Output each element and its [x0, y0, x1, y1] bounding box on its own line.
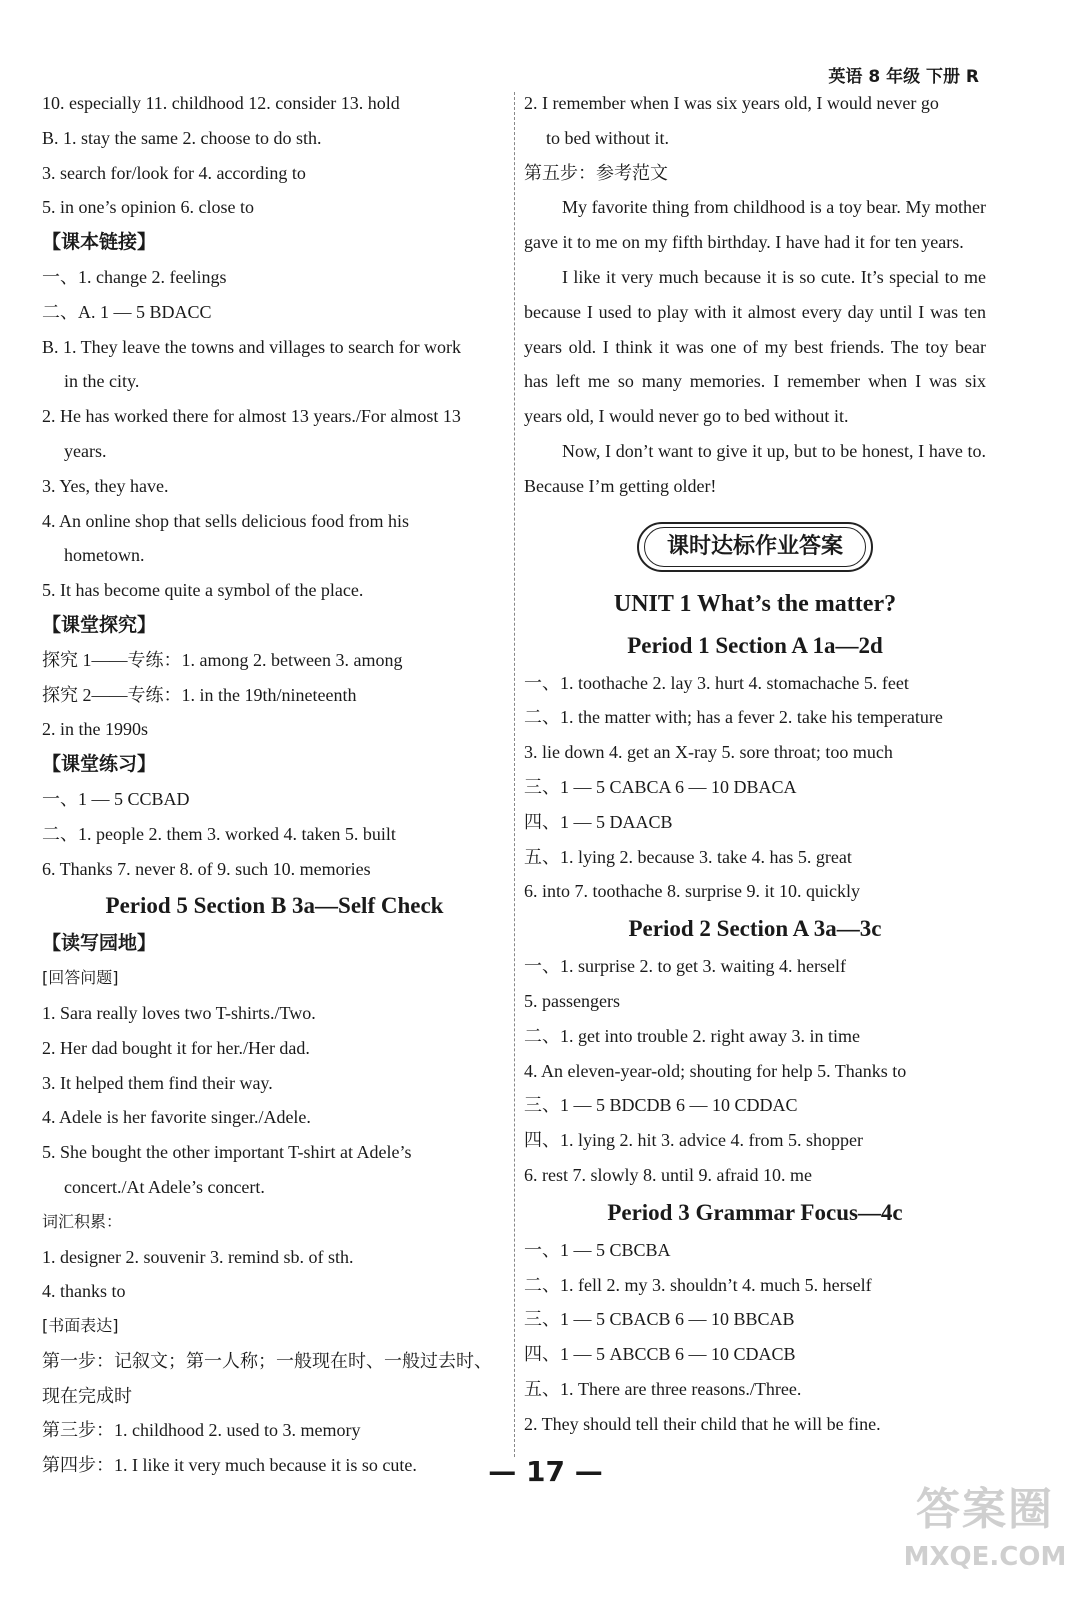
answer-line: 2. in the 1990s: [42, 719, 148, 740]
answer-line: 二、1. get into trouble 2. right away 3. in time: [524, 1025, 860, 1046]
essay-paragraph: Now, I don’t want to give it up, but to be honest, I have to. Because I’m getting older!: [524, 440, 986, 496]
watermark-text: 答案圈: [916, 1484, 1054, 1535]
answer-line: 6. into 7. toothache 8. surprise 9. it 10. quickly: [524, 881, 860, 902]
answer-line: 五、1. lying 2. because 3. take 4. has 5. great: [524, 846, 852, 867]
period-heading: Period 1 Section A 1a—2d: [627, 632, 883, 658]
answer-line: 5. She bought the other important T-shirt at Adele’s: [42, 1142, 412, 1163]
answer-line: 三、1 — 5 BDCDB 6 — 10 CDDAC: [524, 1095, 798, 1116]
answer-line: 1. Sara really loves two T-shirts./Two.: [42, 1002, 316, 1023]
period-heading: Period 5 Section B 3a—Self Check: [105, 893, 444, 919]
banner-title: 课时达标作业答案: [644, 527, 866, 567]
period-heading: Period 2 Section A 3a—3c: [628, 916, 882, 942]
answer-line: 三、1 — 5 CBACB 6 — 10 BBCAB: [524, 1309, 795, 1330]
answer-line: 10. especially 11. childhood 12. consider 13. hold: [42, 93, 400, 113]
subsection-label: 词汇积累：: [42, 1211, 123, 1231]
answer-line: 1. designer 2. souvenir 3. remind sb. of sth.: [42, 1246, 354, 1267]
subsection-label: [回答问题]: [42, 968, 119, 988]
answer-line: 3. It helped them find their way.: [42, 1072, 273, 1093]
page-number: — 17 —: [488, 1455, 603, 1488]
banner-frame: [637, 522, 873, 572]
watermark-domain: MXQE.COM: [903, 1542, 1067, 1572]
answer-line: 一、1 — 5 CCBAD: [42, 788, 190, 809]
answer-line-continued: hometown.: [64, 545, 145, 566]
answer-line: 一、1. change 2. feelings: [42, 266, 227, 287]
column-divider: [514, 92, 515, 1457]
answer-line: 4. An eleven-year-old; shouting for help 5. Thanks to: [524, 1060, 907, 1081]
subsection-label: [书面表达]: [42, 1316, 119, 1336]
section-heading: 【课堂练习】: [42, 753, 157, 776]
answer-line: 现在完成时: [42, 1385, 132, 1406]
answer-line: 二、A. 1 — 5 BDACC: [42, 301, 212, 322]
period-heading: Period 3 Grammar Focus—4c: [607, 1199, 903, 1225]
essay-paragraph: I like it very much because it is so cute. It’s special to me because I used to play with it almost every day until I was ten years old. I think it was one of my best friends. The toy bear has left me so many memories. I remember when I was six years old, I would never go to bed without it.: [524, 266, 986, 427]
unit-heading: UNIT 1 What’s the matter?: [613, 590, 897, 617]
left-column: [42, 86, 507, 1483]
answer-line: 一、1. toothache 2. lay 3. hurt 4. stomachache 5. feet: [524, 672, 909, 693]
answer-line: 第四步：1. I like it very much because it is so cute.: [42, 1455, 417, 1476]
answer-line: B. 1. They leave the towns and villages to search for work: [42, 336, 462, 357]
answer-line: 2. I remember when I was six years old, I would never go: [524, 93, 939, 113]
answer-line: 二、1. the matter with; has a fever 2. take his temperature: [524, 707, 943, 728]
answer-line: 5. It has become quite a symbol of the place.: [42, 580, 364, 601]
section-heading: 【读写园地】: [42, 932, 157, 955]
answer-line: 5. in one’s opinion 6. close to: [42, 197, 254, 218]
answer-line: 二、1. fell 2. my 3. shouldn’t 4. much 5. herself: [524, 1274, 872, 1295]
answer-line: 3. Yes, they have.: [42, 475, 169, 496]
answer-line: 探究 1——专练：1. among 2. between 3. among: [42, 649, 403, 670]
answer-line: 探究 2——专练：1. in the 19th/nineteenth: [42, 684, 357, 705]
answer-line: 2. He has worked there for almost 13 years./For almost 13: [42, 406, 461, 427]
answer-line: 2. Her dad bought it for her./Her dad.: [42, 1037, 310, 1058]
answer-line: 5. passengers: [524, 990, 620, 1011]
answer-line-continued: years.: [64, 440, 107, 461]
answer-line: 四、1 — 5 DAACB: [524, 811, 673, 832]
answer-line: 一、1 — 5 CBCBA: [524, 1239, 671, 1260]
section-banner: [524, 522, 986, 572]
answer-line: 2. They should tell their child that he will be fine.: [524, 1413, 881, 1434]
answer-line-continued: concert./At Adele’s concert.: [64, 1176, 265, 1197]
answer-line: 四、1. lying 2. hit 3. advice 4. from 5. shopper: [524, 1130, 863, 1151]
answer-line: 第一步：记叙文；第一人称；一般现在时、一般过去时、: [42, 1350, 492, 1371]
answer-line: 一、1. surprise 2. to get 3. waiting 4. herself: [524, 956, 846, 977]
answer-line: 3. lie down 4. get an X-ray 5. sore throat; too much: [524, 742, 893, 763]
answer-line: 四、1 — 5 ABCCB 6 — 10 CDACB: [524, 1344, 796, 1365]
answer-line: 五、1. There are three reasons./Three.: [524, 1378, 802, 1399]
answer-line-continued: in the city.: [64, 371, 140, 392]
watermark-logo: [890, 1480, 1080, 1592]
answer-line: 第五步：参考范文: [524, 162, 668, 183]
answer-line: 三、1 — 5 CABCA 6 — 10 DBACA: [524, 776, 797, 797]
page-header: 英语 8 年级 下册 R: [828, 67, 979, 87]
essay-paragraph: My favorite thing from childhood is a toy bear. My mother gave it to me on my fifth birthday. I have had it for ten years.: [524, 197, 986, 253]
right-column: [524, 86, 986, 1442]
answer-line: 二、1. people 2. them 3. worked 4. taken 5. built: [42, 823, 396, 844]
answer-line: 4. Adele is her favorite singer./Adele.: [42, 1107, 311, 1128]
answer-line: 4. thanks to: [42, 1281, 126, 1302]
answer-line: 4. An online shop that sells delicious food from his: [42, 510, 409, 531]
answer-line: 3. search for/look for 4. according to: [42, 162, 306, 183]
answer-line-continued: to bed without it.: [546, 127, 669, 148]
answer-line: 6. Thanks 7. never 8. of 9. such 10. memories: [42, 858, 371, 879]
answer-line: B. 1. stay the same 2. choose to do sth.: [42, 127, 322, 148]
section-heading: 【课堂探究】: [42, 613, 157, 636]
section-heading: 【课本链接】: [42, 231, 157, 254]
answer-line: 第三步：1. childhood 2. used to 3. memory: [42, 1420, 361, 1441]
answer-line: 6. rest 7. slowly 8. until 9. afraid 10. me: [524, 1164, 812, 1185]
